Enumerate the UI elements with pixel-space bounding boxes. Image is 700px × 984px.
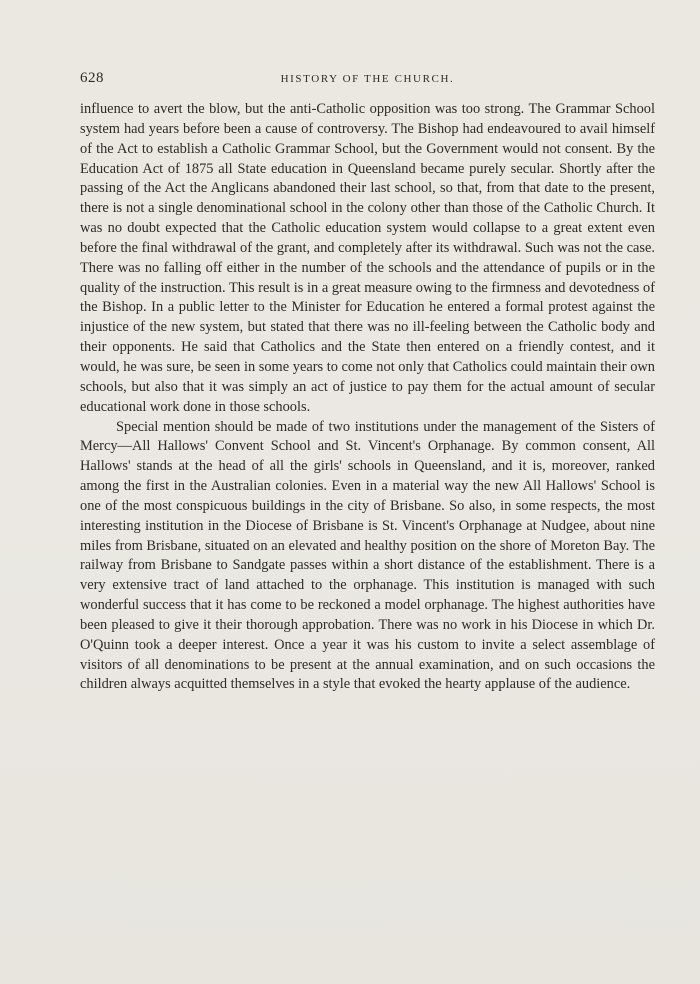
running-head: HISTORY OF THE CHURCH. bbox=[280, 73, 455, 85]
paragraph-special-mention: Special mention should be made of two institutions under the management of the Sisters of Mercy—All Hallows' Convent School and St. Vincent's Orphanage. By common consent, All Hallows' stands at the head of all the girls' schools in Queensland, and it is, moreover, ranked among the first in the Australian colonies. Even in a material way the new All Hallows' School is one of the most conspicuous buildings in the city of Brisbane. So also, in some respects, the most interesting institution in the Diocese of Brisbane is St. Vincent's Orphanage at Nudgee, about nine miles from Brisbane, situated on an elevated and healthy position on the shore of Moreton Bay. The railway from Brisbane to Sandgate passes within a short distance of the establishment. There is a very extensive tract of land attached to the orphanage. This institution is managed with such wonderful success that it has come to be reckoned a model orphanage. The highest authorities have been pleased to give it their thorough approbation. There was no work in his Diocese in which Dr. O'Quinn took a deeper interest. Once a year it was his custom to invite a select assemblage of visitors of all denominations to be present at the annual examination, and on such occasions the children always acquitted themselves in a style that evoked the hearty applause of the audience. bbox=[80, 418, 655, 693]
paragraph-continuation: influence to avert the blow, but the anti-Catholic opposition was too strong. The Grammar School system had years before been a cause of controversy. The Bishop had endeavoured to avail himself of the Act to establish a Catholic Grammar School, but the Government would not consent. By the Education Act of 1875 all State education in Queensland became purely secular. Shortly after the passing of the Act the Anglicans abandoned their last school, so that, from that date to the present, there is not a single denominational school in the colony other than those of the Catholic Church. It was no doubt expected that the Catholic education system would collapse to a great extent even before the final withdrawal of the grant, and completely after its withdrawal. Such was not the case. There was no falling off either in the number of the schools and the attendance of pupils or in the quality of the instruction. This result is in a great measure owing to the firmness and devotedness of the Bishop. In a public letter to the Minister for Education he entered a formal protest against the injustice of the new system, but stated that there was no ill-feeling between the Catholic body and their opponents. He said that Catholics and the State then entered on a friendly contest, and it would, he was sure, be seen in some years to come not only that Catholics could maintain their own schools, but also that it was simply an act of justice to pay them for the actual amount of secular educational work done in those schools. bbox=[80, 101, 655, 415]
page-number: 628 bbox=[80, 70, 104, 86]
page-header bbox=[80, 70, 655, 90]
body-text bbox=[80, 100, 655, 695]
